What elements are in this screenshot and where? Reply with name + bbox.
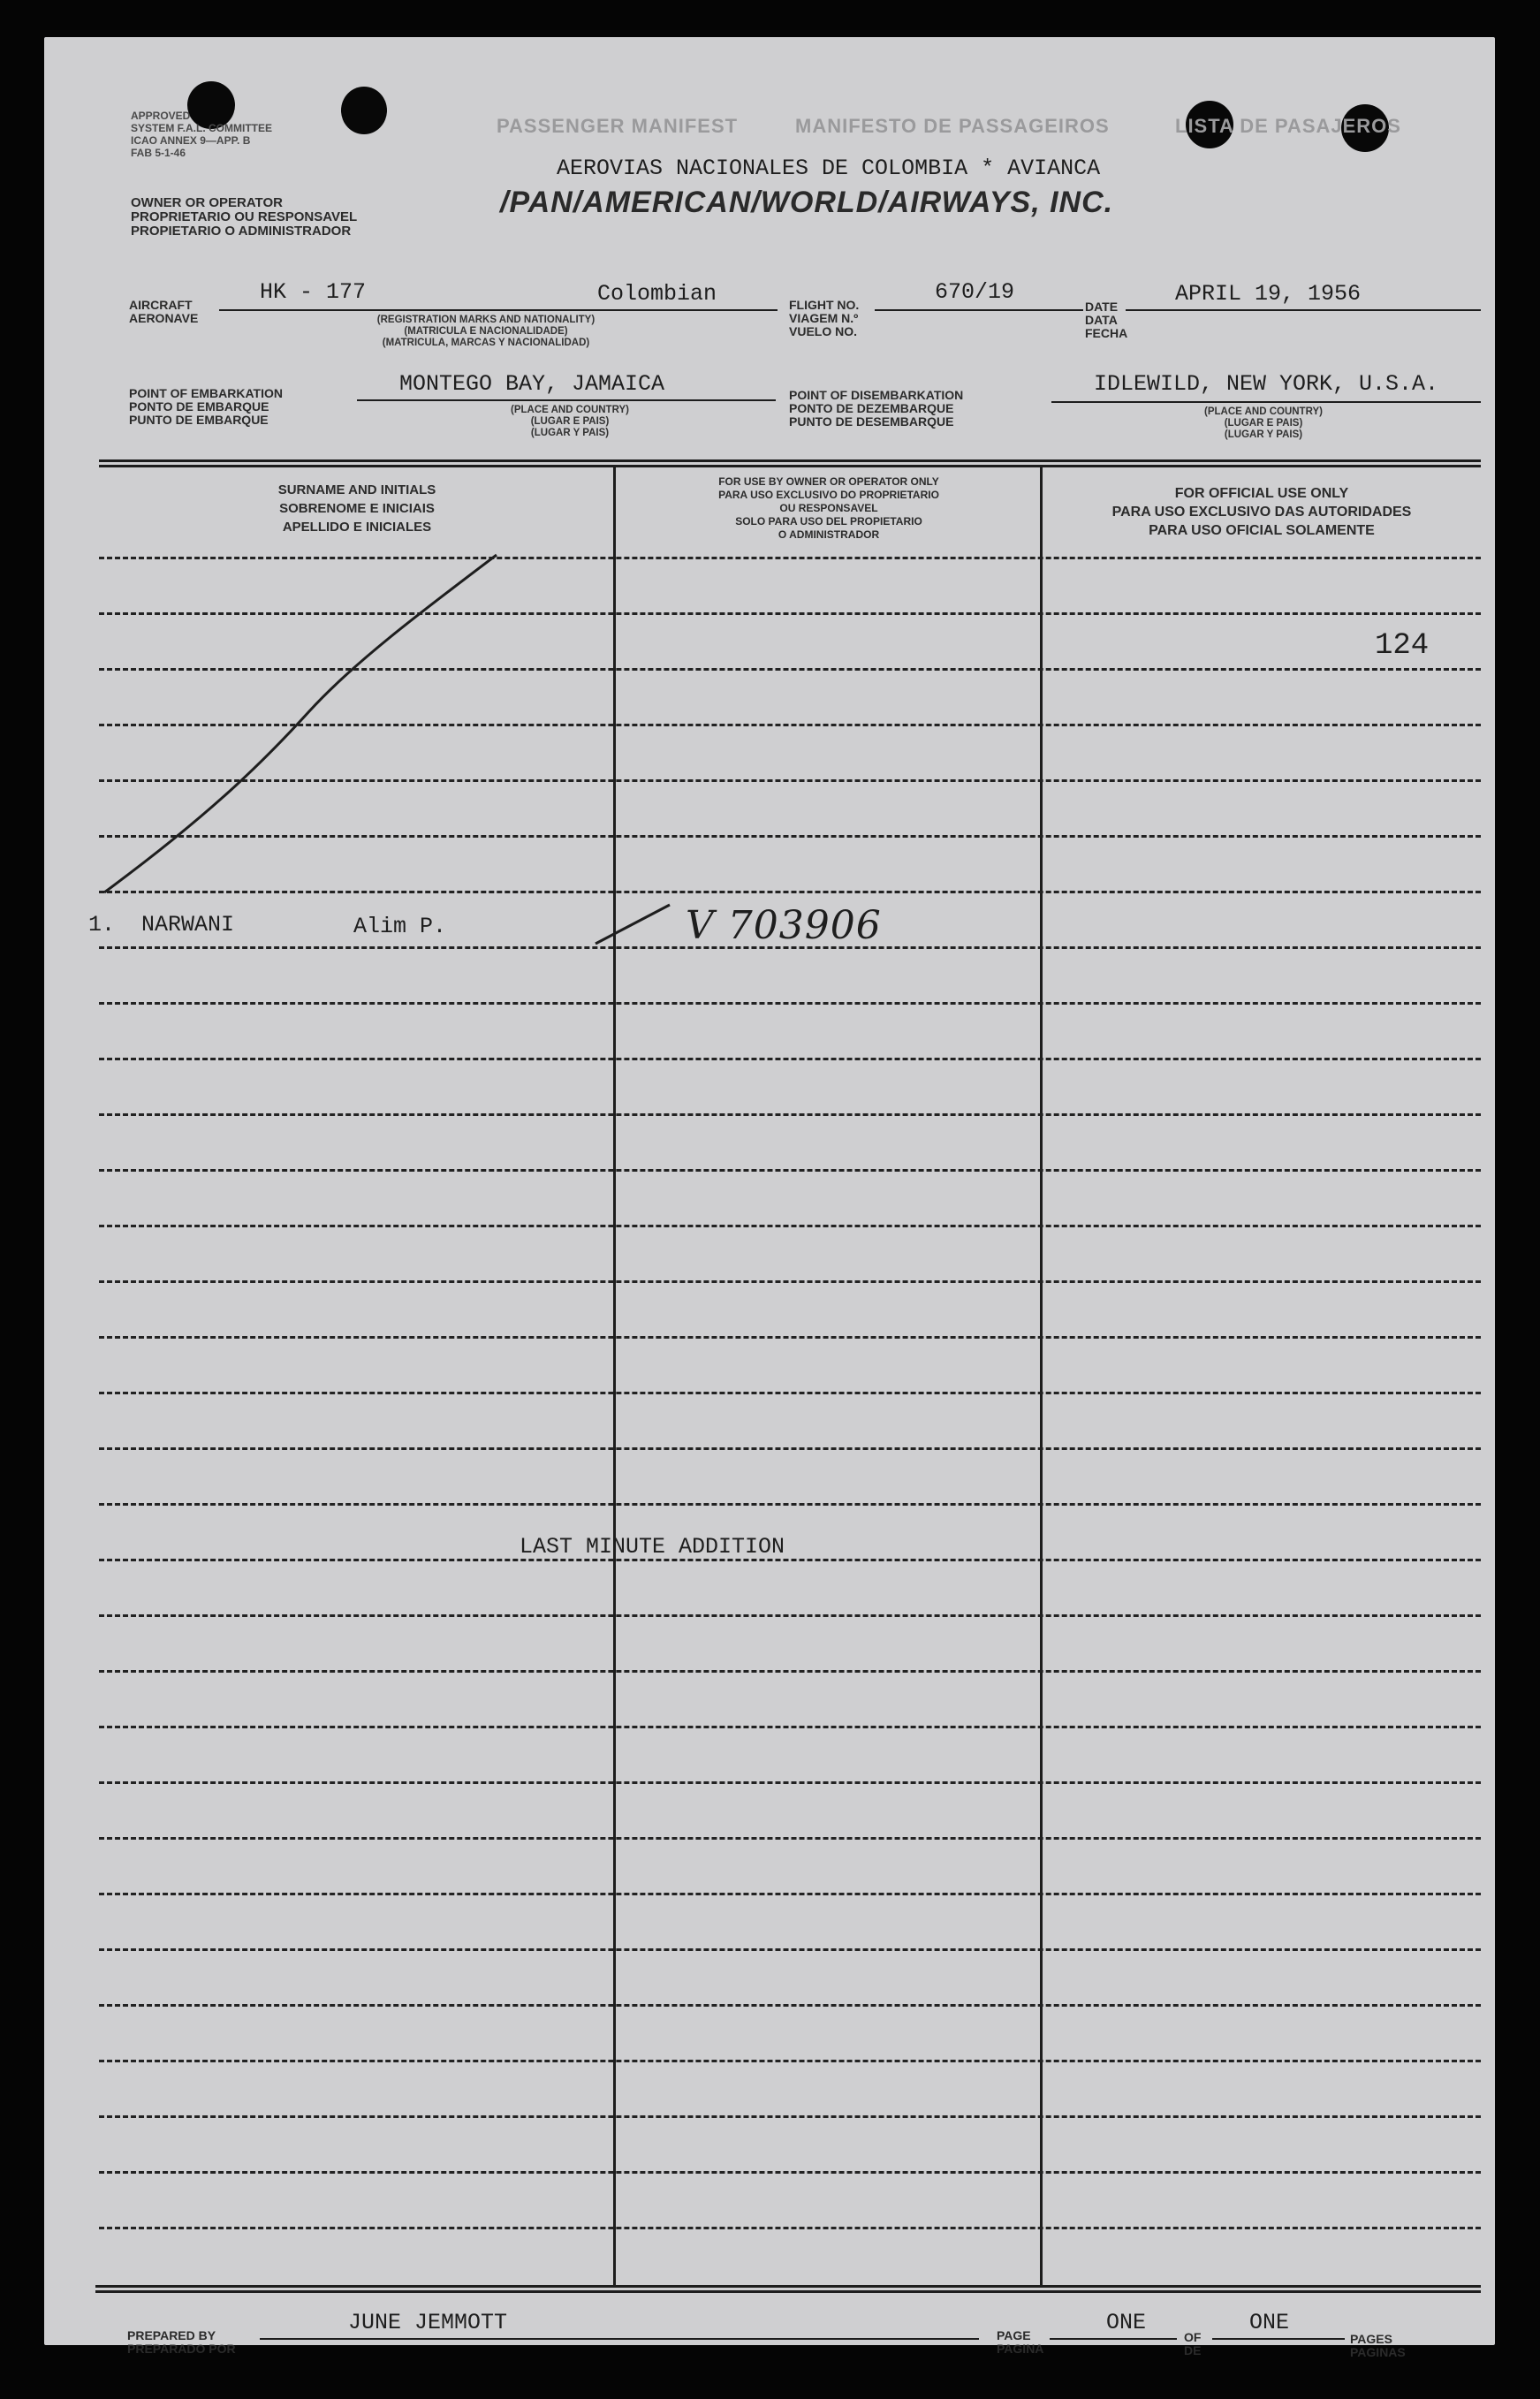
ruled-line [99, 1948, 1481, 1951]
flight-number: 670/19 [935, 279, 1015, 305]
col2-header-line: SOLO PARA USO DEL PROPIETARIO [735, 515, 922, 528]
col3-header-line: FOR OFFICIAL USE ONLY [1174, 486, 1349, 501]
flight-label: FLIGHT NO. [789, 298, 860, 312]
ruled-line [99, 2004, 1481, 2007]
prepared-labels [127, 2329, 236, 2356]
col3-header [1043, 484, 1481, 540]
disembarkation-labels [789, 389, 963, 429]
operator-stamp: /PAN/AMERICAN/WORLD/AIRWAYS, INC. [500, 186, 1114, 219]
disembarkation-value: IDLEWILD, NEW YORK, U.S.A. [1094, 371, 1439, 397]
page-labels [997, 2329, 1043, 2356]
embarkation-label: POINT OF EMBARKATION [129, 386, 283, 400]
owner-label: OWNER OR OPERATOR [131, 195, 283, 210]
ruled-line [99, 2227, 1481, 2229]
ruled-line [99, 1559, 1481, 1561]
form-title-es: LISTA DE PASAJEROS [1175, 115, 1401, 137]
operator-typed: AEROVIAS NACIONALES DE COLOMBIA * AVIANCA [557, 156, 1101, 181]
approval-line: FAB 5-1-46 [131, 147, 186, 159]
prepared-label: PREPARADO POR [127, 2342, 236, 2356]
embarkation-underline [357, 399, 776, 401]
disembarkation-underline [1051, 401, 1481, 403]
official-number: 124 [1375, 629, 1430, 663]
date-label: FECHA [1085, 326, 1128, 340]
disembarkation-sublabel: (LUGAR Y PAIS) [1224, 429, 1303, 440]
approval-block [131, 110, 343, 159]
embarkation-value: MONTEGO BAY, JAMAICA [399, 371, 665, 397]
aircraft-sublabels [327, 315, 645, 349]
flight-label: VUELO NO. [789, 324, 858, 338]
aircraft-label: AIRCRAFT [129, 298, 193, 312]
col2-header-line: OU RESPONSAVEL [779, 502, 878, 514]
col1-header [99, 481, 615, 536]
col1-header-line: SOBRENOME E INICIAIS [279, 501, 435, 516]
ruled-line [99, 1225, 1481, 1227]
last-minute-note: LAST MINUTE ADDITION [520, 1534, 785, 1560]
ruled-line [99, 1336, 1481, 1339]
embarkation-label: PUNTO DE EMBARQUE [129, 413, 269, 427]
aircraft-registration: HK - 177 [260, 279, 367, 305]
flight-label: VIAGEM N.º [789, 311, 859, 325]
owner-label: PROPIETARIO O ADMINISTRADOR [131, 224, 352, 239]
ruled-line [99, 1002, 1481, 1005]
embarkation-label: PONTO DE EMBARQUE [129, 399, 269, 414]
ruled-line [99, 1781, 1481, 1784]
flight-underline [875, 309, 1083, 311]
approval-line: SYSTEM F.A.L. COMMITTEE [131, 122, 273, 134]
check-stroke [592, 900, 680, 949]
date-underline [1126, 309, 1481, 311]
prepared-by-value: JUNE JEMMOTT [348, 2310, 508, 2335]
ruled-line [99, 1837, 1481, 1840]
col2-header-line: FOR USE BY OWNER OR OPERATOR ONLY [718, 475, 939, 488]
aircraft-nationality: Colombian [597, 281, 717, 307]
of-label: DE [1184, 2343, 1202, 2357]
page-label: PAGINA [997, 2342, 1044, 2356]
col1-header-line: APELLIDO E INICIALES [282, 520, 432, 535]
aircraft-sublabel: (REGISTRATION MARKS AND NATIONALITY) [376, 315, 596, 325]
ruled-line [99, 1447, 1481, 1450]
col3-header-line: PARA USO EXCLUSIVO DAS AUTORIDADES [1111, 505, 1412, 520]
date-label: DATA [1085, 313, 1118, 327]
date-label: DATE [1085, 300, 1119, 314]
page-value: ONE [1106, 2310, 1147, 2335]
embarkation-sublabel: (PLACE AND COUNTRY) [511, 405, 629, 415]
cancel-stroke [88, 548, 512, 901]
passenger-handwritten: V 703906 [686, 903, 882, 948]
ruled-line [99, 1113, 1481, 1116]
col2-header-line: PARA USO EXCLUSIVO DO PROPRIETARIO [718, 489, 939, 501]
of-labels [1184, 2331, 1201, 2357]
ruled-line [99, 1503, 1481, 1506]
table-bottom-rule [95, 2285, 1481, 2288]
owner-label: PROPRIETARIO OU RESPONSAVEL [131, 209, 358, 224]
embarkation-sublabel: (LUGAR Y PAIS) [530, 428, 610, 438]
prepared-label: PREPARED BY [127, 2328, 216, 2342]
col1-header-line: SURNAME AND INITIALS [277, 482, 436, 497]
table-bottom-rule [95, 2290, 1481, 2293]
form-title-en: PASSENGER MANIFEST [497, 115, 739, 137]
flight-labels [789, 299, 859, 338]
aircraft-label: AERONAVE [129, 311, 199, 325]
passenger-initials: Alim P. [353, 914, 447, 939]
embarkation-labels [129, 387, 283, 427]
pages-labels [1350, 2333, 1406, 2359]
passenger-surname: NARWANI [141, 912, 235, 938]
aircraft-labels [129, 299, 198, 325]
prepared-underline [260, 2338, 979, 2340]
ruled-line [99, 1893, 1481, 1895]
disembarkation-sublabel: (LUGAR E PAIS) [1224, 418, 1303, 429]
col2-header-line: O ADMINISTRADOR [778, 528, 880, 541]
ruled-line [99, 1614, 1481, 1617]
passenger-index: 1. [88, 912, 116, 938]
aircraft-sublabel: (MATRICULA, MARCAS Y NACIONALIDAD) [382, 338, 590, 348]
disembarkation-label: PONTO DE DEZEMBARQUE [789, 401, 954, 415]
embarkation-sublabel: (LUGAR E PAIS) [530, 416, 610, 427]
ruled-line [99, 1392, 1481, 1394]
date-value: APRIL 19, 1956 [1175, 281, 1362, 307]
punch-hole [341, 87, 387, 134]
page-label: PAGE [997, 2328, 1031, 2342]
ruled-line [99, 2171, 1481, 2174]
date-labels [1085, 300, 1127, 340]
aircraft-sublabel: (MATRICULA E NACIONALIDADE) [404, 326, 568, 337]
page-underline [1050, 2338, 1177, 2340]
pages-label: PAGINAS [1350, 2345, 1406, 2359]
disembarkation-sublabels [1149, 406, 1378, 441]
col3-header-line: PARA USO OFICIAL SOLAMENTE [1149, 523, 1375, 538]
of-value: ONE [1249, 2310, 1290, 2335]
approval-line: APPROVED [131, 110, 191, 122]
owner-labels [131, 196, 357, 239]
embarkation-sublabels [459, 405, 680, 439]
ruled-line [99, 1058, 1481, 1060]
column-divider [613, 465, 616, 2285]
ruled-line [99, 2060, 1481, 2062]
disembarkation-label: POINT OF DISEMBARKATION [789, 388, 964, 402]
column-divider [1040, 465, 1043, 2285]
ruled-line [99, 1670, 1481, 1673]
aircraft-underline [219, 309, 778, 311]
ruled-line [99, 2115, 1481, 2118]
form-title-pt: MANIFESTO DE PASSAGEIROS [795, 115, 1110, 137]
disembarkation-sublabel: (PLACE AND COUNTRY) [1204, 406, 1323, 417]
of-label: OF [1184, 2330, 1202, 2344]
col2-header [615, 475, 1043, 542]
ruled-line [99, 1726, 1481, 1728]
table-top-rule [99, 465, 1481, 467]
ruled-line [99, 1169, 1481, 1172]
approval-line: ICAO ANNEX 9—APP. B [131, 134, 251, 147]
of-underline [1212, 2338, 1345, 2340]
pages-label: PAGES [1350, 2332, 1392, 2346]
table-top-rule [99, 459, 1481, 462]
ruled-line [99, 1280, 1481, 1283]
disembarkation-label: PUNTO DE DESEMBARQUE [789, 414, 954, 429]
